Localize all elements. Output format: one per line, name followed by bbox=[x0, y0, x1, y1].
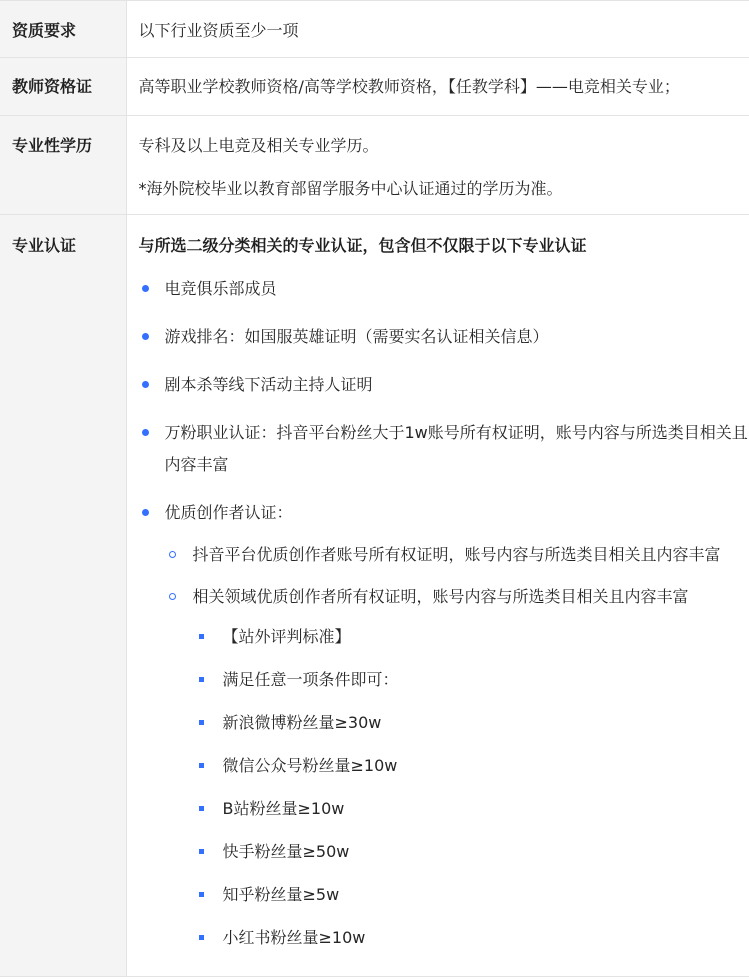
row-certification bbox=[0, 215, 749, 977]
list-item: 电竞俱乐部成员 bbox=[139, 273, 749, 305]
list-item: 万粉职业认证：抖音平台粉丝大于1w账号所有权证明，账号内容与所选类目相关且内容丰富 bbox=[139, 417, 749, 481]
row-value: 高等职业学校教师资格/高等学校教师资格，【任教学科】——电竞相关专业； bbox=[126, 58, 749, 116]
criteria-item: 【站外评判标准】 bbox=[193, 621, 749, 653]
sub-list-item-domain bbox=[165, 581, 749, 954]
row-label: 专业性学历 bbox=[0, 116, 126, 215]
list-item-creator bbox=[139, 497, 749, 954]
row-education bbox=[0, 116, 749, 215]
criteria-item: 知乎粉丝量≥5w bbox=[193, 879, 749, 911]
criteria-item: 小红书粉丝量≥10w bbox=[193, 922, 749, 954]
education-line-2: *海外院校毕业以教育部留学服务中心认证通过的学历为准。 bbox=[138, 179, 563, 198]
sub-list-item: 抖音平台优质创作者账号所有权证明，账号内容与所选类目相关且内容丰富 bbox=[165, 539, 749, 571]
sub-list-item-label: 相关领域优质创作者所有权证明，账号内容与所选类目相关且内容丰富 bbox=[192, 587, 689, 606]
criteria-item: 微信公众号粉丝量≥10w bbox=[193, 750, 749, 782]
creator-sublist bbox=[165, 539, 749, 954]
criteria-item: 满足任意一项条件即可： bbox=[193, 664, 749, 696]
list-item: 游戏排名：如国服英雄证明（需要实名认证相关信息） bbox=[139, 321, 749, 353]
criteria-item: B站粉丝量≥10w bbox=[193, 793, 749, 825]
row-value: 以下行业资质至少一项 bbox=[126, 1, 749, 58]
row-teacher-cert bbox=[0, 58, 749, 116]
offsite-criteria-list bbox=[193, 621, 749, 954]
row-label: 专业认证 bbox=[0, 215, 126, 977]
list-item: 剧本杀等线下活动主持人证明 bbox=[139, 369, 749, 401]
certification-heading: 与所选二级分类相关的专业认证，包含但不仅限于以下专业认证 bbox=[138, 236, 587, 255]
row-value bbox=[126, 215, 749, 977]
list-item-label: 优质创作者认证： bbox=[164, 503, 293, 522]
criteria-item: 新浪微博粉丝量≥30w bbox=[193, 707, 749, 739]
row-label: 教师资格证 bbox=[0, 58, 126, 116]
row-label: 资质要求 bbox=[0, 1, 126, 58]
criteria-item: 快手粉丝量≥50w bbox=[193, 836, 749, 868]
row-qualification bbox=[0, 1, 749, 58]
education-line-1: 专科及以上电竞及相关专业学历。 bbox=[138, 136, 379, 155]
certification-list bbox=[139, 273, 749, 954]
row-value bbox=[126, 116, 749, 215]
